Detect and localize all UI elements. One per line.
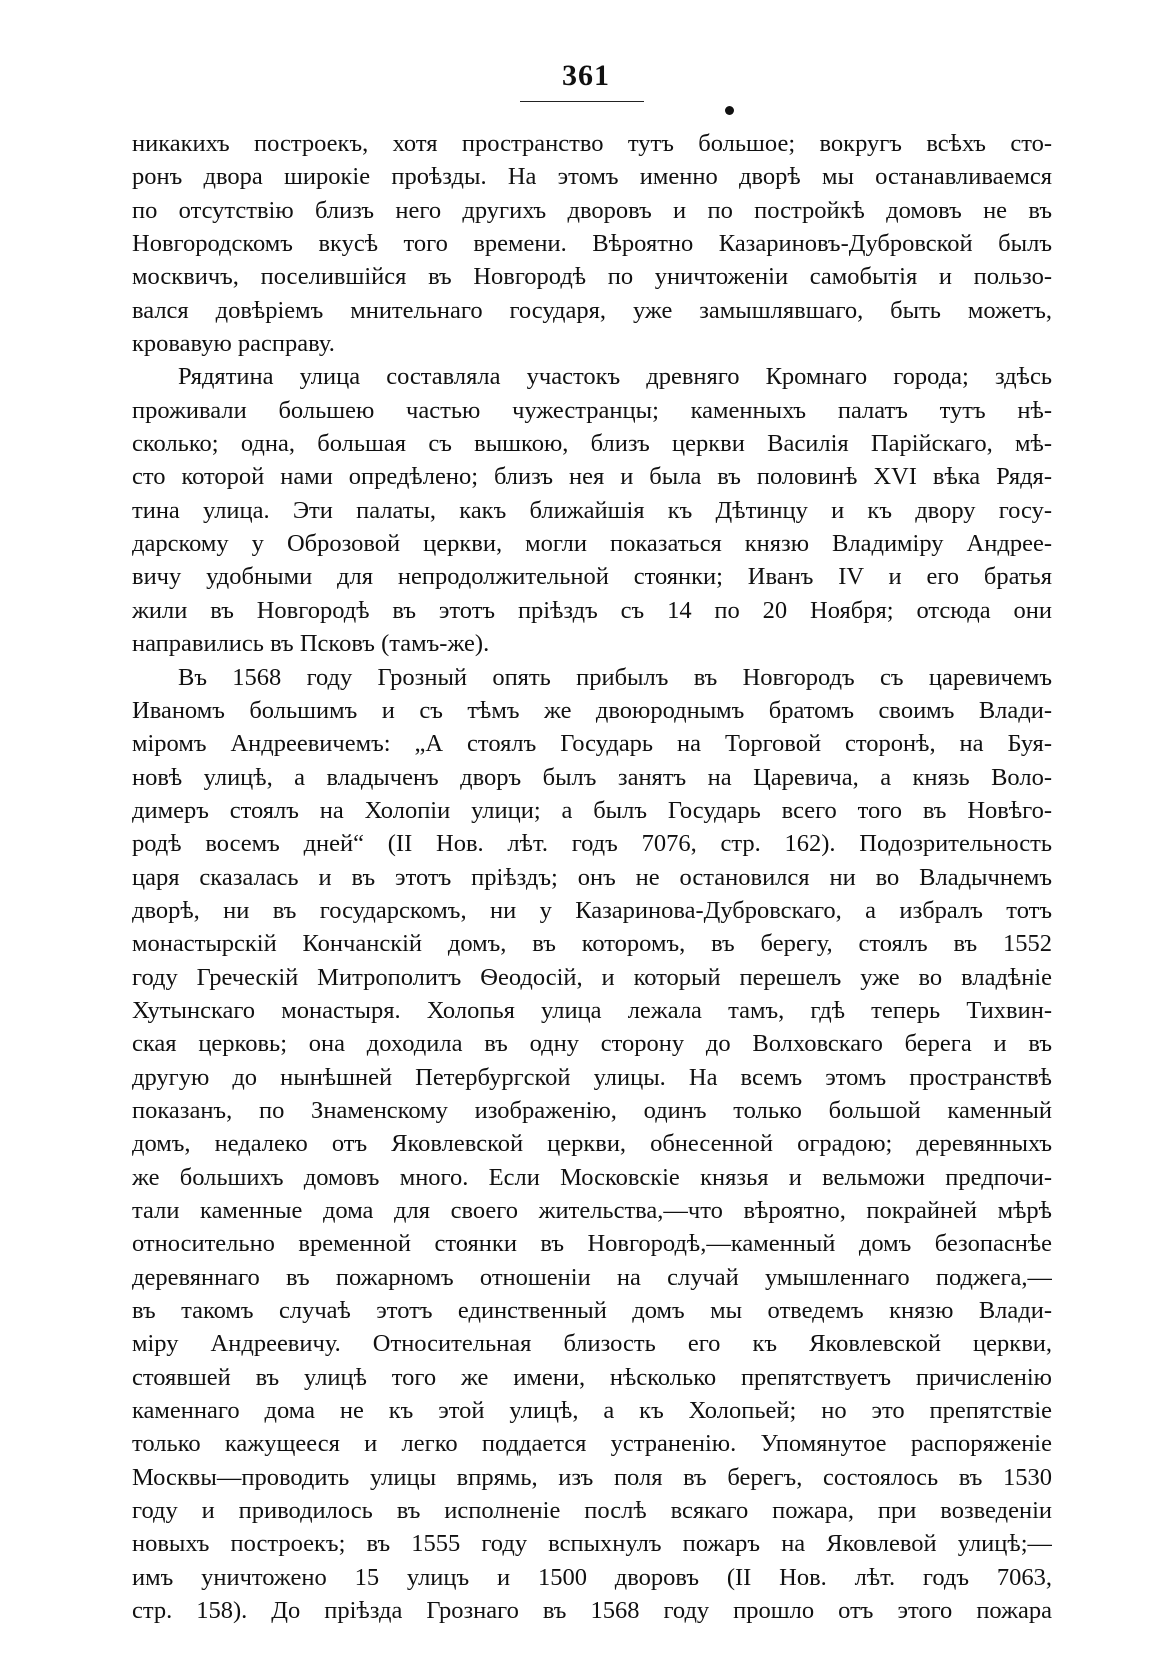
text-line: тали каменные дома для своего жительства,—что вѣроятно, покрайней мѣрѣ — [132, 1197, 1052, 1224]
text-line: ская церковь; она доходила въ одну сторону до Волховскаго берега и въ — [132, 1030, 1052, 1058]
text-line: каменнаго дома не къ этой улицѣ, а къ Холопьей; но это препятствіе — [132, 1397, 1052, 1425]
text-line: только кажущееся и легко поддается устраненію. Упомянутое распоряженіе — [132, 1430, 1052, 1458]
text-line: направились въ Псковъ (тамъ-же). — [132, 630, 490, 658]
text-line: стр. 158). До пріѣзда Грознаго въ 1568 году прошло отъ этого пожара — [132, 1597, 1052, 1625]
text-line: ронъ двора широкіе проѣзды. На этомъ именно дворѣ мы останавливаемся — [132, 163, 1052, 191]
text-line: Новгородскомъ вкусѣ того времени. Вѣроятно Казариновъ-Дубровской былъ — [132, 230, 1052, 258]
text-line: родѣ восемъ дней“ (II Нов. лѣт. годъ 7076, стр. 162). Подозрительность — [132, 830, 1052, 858]
text-line: вался довѣріемъ мнительнаго государя, уже замышлявшаго, быть можетъ, — [132, 296, 1052, 324]
text-line: же большихъ домовъ много. Если Московскіе князья и вельможи предпочи- — [132, 1163, 1052, 1191]
text-line: проживали большею частью чужестранцы; каменныхъ палатъ тутъ нѣ- — [132, 396, 1052, 424]
text-line: сколько; одна, большая съ вышкою, близъ церкви Василія Парійскаго, мѣ- — [132, 430, 1052, 458]
text-line: тина улица. Эти палаты, какъ ближайшія къ Дѣтинцу и къ двору госу- — [132, 496, 1052, 524]
text-line: кровавую расправу. — [132, 330, 335, 358]
text-line: по отсутствію близъ него другихъ дворовъ и по постройкѣ домовъ не въ — [132, 196, 1052, 224]
text-line: дворѣ, ни въ государскомъ, ни у Казаринова-Дубровскаго, а избралъ тотъ — [132, 896, 1052, 924]
text-line: новѣ улицѣ, а владыченъ дворъ былъ занятъ на Царевича, а князь Воло- — [132, 763, 1052, 791]
text-line: другую до нынѣшней Петербургской улицы. На всемъ этомъ пространствѣ — [132, 1063, 1052, 1091]
body-text — [132, 127, 1052, 1627]
text-line: дарскому у Оброзовой церкви, могли показаться князю Владиміру Андрее- — [132, 530, 1052, 558]
text-line: показанъ, по Знаменскому изображенію, одинъ только большой каменный — [132, 1096, 1052, 1124]
text-line: Въ 1568 году Грозный опять прибылъ въ Новгородъ съ царевичемъ — [178, 663, 1052, 691]
text-line: новыхъ построекъ; въ 1555 году вспыхнулъ пожаръ на Яковлевой улицѣ;— — [132, 1530, 1052, 1558]
text-line: жили въ Новгородѣ въ этотъ пріѣздъ съ 14 по 20 Ноября; отсюда они — [132, 596, 1052, 624]
text-line: никакихъ построекъ, хотя пространство тутъ большое; вокругъ всѣхъ сто- — [132, 130, 1052, 157]
text-line: Москвы—проводить улицы впрямь, изъ поля въ берегъ, состоялось въ 1530 — [132, 1463, 1052, 1491]
page-number: 361 — [562, 59, 610, 92]
text-line: сто которой нами опредѣлено; близъ нея и была въ половинѣ XVI вѣка Рядя- — [132, 463, 1052, 491]
text-line: царя сказалась и въ этотъ пріѣздъ; онъ не остановился ни во Владычнемъ — [132, 863, 1052, 891]
text-line: Рядятина улица составляла участокъ древняго Кромнаго города; здѣсь — [178, 363, 1052, 391]
text-line: димеръ стоялъ на Холопіи улици; а былъ Государь всего того въ Новѣго- — [132, 796, 1052, 824]
text-line: Иваномъ большимъ и съ тѣмъ же двоюроднымъ братомъ своимъ Влади- — [132, 696, 1052, 724]
text-line: въ такомъ случаѣ этотъ единственный домъ мы отведемъ князю Влади- — [132, 1297, 1052, 1325]
page-number-rule — [520, 101, 644, 102]
text-line: Хутынскаго монастыря. Холопья улица лежала тамъ, гдѣ теперь Тихвин- — [132, 996, 1052, 1024]
print-dot-mark — [725, 106, 734, 115]
text-line: деревяннаго въ пожарномъ отношеніи на случай умышленнаго поджега,— — [132, 1263, 1052, 1291]
text-line: году и приводилось въ исполненіе послѣ всякаго пожара, при возведеніи — [132, 1497, 1052, 1525]
text-line: москвичъ, поселившійся въ Новгородѣ по уничтоженіи самобытія и пользо- — [132, 263, 1052, 291]
text-line: вичу удобными для непродолжительной стоянки; Иванъ IV и его братья — [132, 563, 1052, 591]
text-line: относительно временной стоянки въ Новгородѣ,—каменный домъ безопаснѣе — [132, 1230, 1052, 1258]
text-line: монастырскій Кончанскій домъ, въ которомъ, въ берегу, стоялъ въ 1552 — [132, 930, 1052, 958]
text-line: домъ, недалеко отъ Яковлевской церкви, обнесенной оградою; деревянныхъ — [132, 1130, 1052, 1158]
text-line: стоявшей въ улицѣ того же имени, нѣсколько препятствуетъ причисленію — [132, 1363, 1052, 1391]
text-line: міромъ Андреевичемъ: „А стоялъ Государь на Торговой сторонѣ, на Буя- — [132, 730, 1052, 758]
text-line: имъ уничтожено 15 улицъ и 1500 дворовъ (II Нов. лѣт. годъ 7063, — [132, 1563, 1052, 1591]
text-line: году Греческій Митрополитъ Ѳеодосій, и который перешелъ уже во владѣніе — [132, 963, 1052, 991]
text-line: міру Андреевичу. Относительная близость его къ Яковлевской церкви, — [132, 1330, 1052, 1358]
